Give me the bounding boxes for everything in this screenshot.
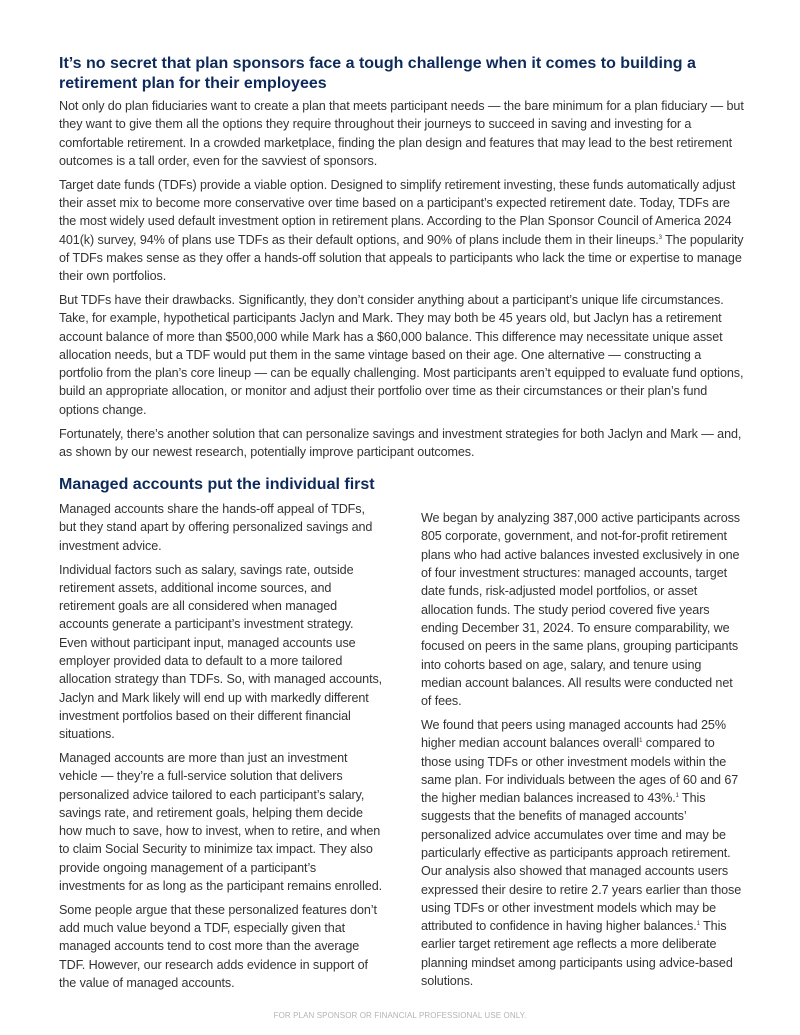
- right-paragraph-1: We began by analyzing 387,000 active participants across 805 corporate, government, and not-for-profit retirement plans who had active balances invested exclusively in one of four investment structures: managed accounts, target date funds, risk-adjusted model portfolios, or asset allocation funds. The study period covered five years ending December 31, 2024. To ensure comparability, we focused on peers in the same plans, grouping participants into cohorts based on age, salary, and tenure using median account balances. All results were conducted net of fees.: [421, 511, 741, 709]
- right-paragraph-2-text-d: This earlier target retirement age reflects a more deliberate planning mindset among participants using advice-based solutions.: [421, 919, 733, 989]
- intro-paragraph-2-text: Target date funds (TDFs) provide a viable option. Designed to simplify retirement investing, these funds automatically adjust their asset mix to become more conservative over time based on a participant’s expected retirement date. Today, TDFs are the most widely used default investment option in retirement plans. According to the Plan Sponsor Council of America 2024 401(k) survey, 94% of plans use TDFs as their default options, and 90% of plans include them in their lineups.: [59, 177, 736, 247]
- intro-paragraph-1: Not only do plan fiduciaries want to create a plan that meets participant needs — the bare minimum for a plan fiduciary — but they want to give them all the options they require throughout their journeys to succeed in saving and investing for a comfortable retirement. In a crowded marketplace, finding the plan design and features that may lead to the best retirement outcomes is a tall order, even for the savviest of sponsors.: [59, 99, 744, 168]
- footnote-marker: 1: [696, 921, 700, 928]
- left-column: [59, 500, 383, 998]
- right-paragraph-2-text-b: compared to those using TDFs or other investment models within the same plan. For individuals between the ages of 60 and 67 the higher median balances increased to 43%.: [421, 736, 739, 806]
- footnote-marker: 3: [658, 234, 662, 241]
- intro-heading: It’s no secret that plan sponsors face a tough challenge when it comes to building a retirement plan for their employees: [59, 55, 696, 92]
- right-paragraph-2-text-c: This suggests that the benefits of managed accounts’ personalized advice accumulates over time and may be particularly effective as participants approach retirement. Our analysis also showed that managed accounts users expressed their desire to retire 2.7 years earlier than those using TDFs or other investment models which may be attributed to confidence in having higher balances.: [421, 791, 742, 934]
- left-paragraph-3: Managed accounts are more than just an investment vehicle — they’re a full-service solution that delivers personalized advice tailored to each participant’s salary, savings rate, and retirement goals, helping them decide how much to save, how to invest, when to retire, and when to claim Social Security to minimize tax impact. They also provide ongoing management of a participant’s investments for as long as the participant remains enrolled.: [59, 751, 383, 894]
- intro-paragraph-2-tail: The popularity of TDFs makes sense as they offer a hands-off solution that appeals to participants who lack the time or expertise to manage their own portfolios.: [59, 232, 744, 284]
- right-paragraph-2: [421, 716, 745, 990]
- intro-paragraph-3: But TDFs have their drawbacks. Significantly, they don’t consider anything about a participant’s unique life circumstances. Take, for example, hypothetical participants Jaclyn and Mark. They may both be 45 years old, but Jaclyn has a retirement account balance of more than $500,000 while Mark has a $60,000 balance. This difference may necessitate unique asset allocation needs, but a TDF would put them in the same vintage based on their age. One alternative — constructing a portfolio from the plan’s core lineup — can be equally challenging. Most participants aren’t equipped to evaluate fund options, build an appropriate allocation, or monitor and adjust their portfolio over time as their circumstances or their plan’s fund options change.: [59, 292, 744, 417]
- footnote-marker: 1: [675, 793, 679, 800]
- intro-paragraph-2: [59, 176, 745, 286]
- footnote-marker: 1: [639, 738, 643, 745]
- section-heading: Managed accounts put the individual first: [59, 476, 375, 494]
- intro-section: [59, 54, 744, 461]
- left-paragraph-1: Managed accounts share the hands-off appeal of TDFs, but they stand apart by offering personalized savings and investment advice.: [59, 502, 373, 553]
- left-paragraph-2: Individual factors such as salary, savings rate, outside retirement assets, additional income sources, and retirement goals are all considered when managed accounts generate a participant’s investment strategy. Even without participant input, managed accounts use employer provided data to default to a more tailored allocation strategy than TDFs. So, with managed accounts, Jaclyn and Mark likely will end up with markedly different investment portfolios based on their different financial situations.: [59, 562, 383, 742]
- two-column-body: [59, 500, 745, 998]
- intro-paragraph-4: Fortunately, there’s another solution that can personalize savings and investment strategies for both Jaclyn and Mark — and, as shown by our newest research, potentially improve participant outcomes.: [59, 426, 742, 459]
- right-paragraph-2-text-a: We found that peers using managed accounts had 25% higher median account balances overall: [421, 717, 726, 751]
- right-column: [421, 509, 745, 998]
- left-paragraph-4: Some people argue that these personalized features don’t add much value beyond a TDF, especially given that managed accounts tend to cost more than the average TDF. However, our research adds evidence in support of the value of managed accounts.: [59, 902, 377, 991]
- footer-disclaimer: FOR PLAN SPONSOR OR FINANCIAL PROFESSIONAL USE ONLY.: [273, 1011, 527, 1020]
